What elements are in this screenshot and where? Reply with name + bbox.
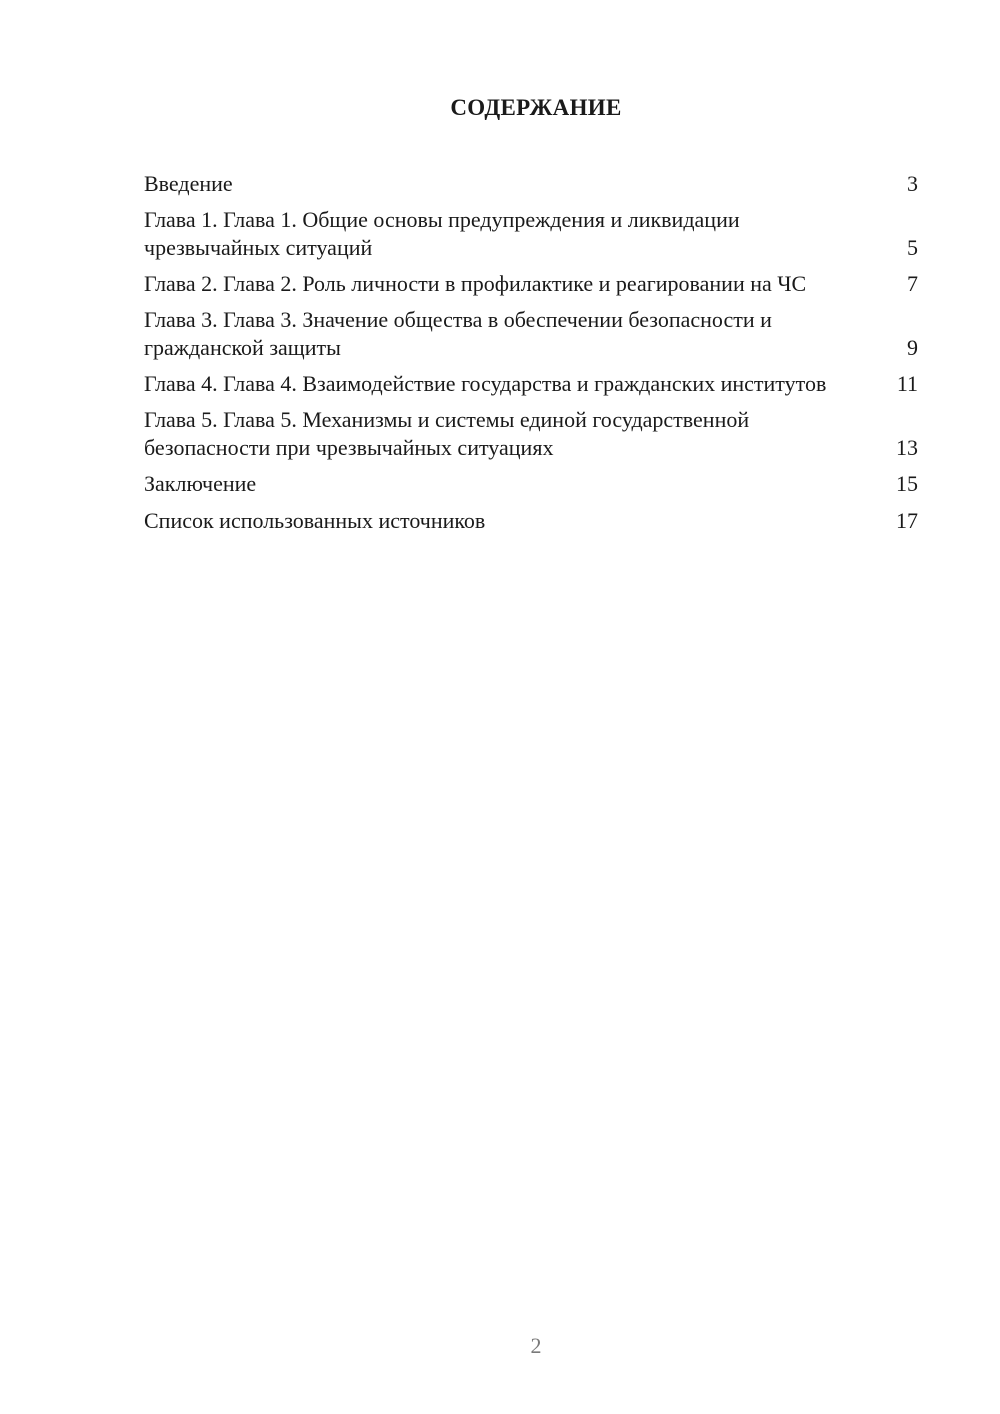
toc-entry-title: Список использованных источников (144, 508, 486, 533)
toc-entry-title: Глава 1. Глава 1. Общие основы предупреждения и ликвидации чрезвычайных ситуаций (144, 207, 740, 260)
toc-entry-page: 9 (907, 335, 918, 360)
toc-entry-chapter-3[interactable] (144, 306, 918, 362)
toc-entry-title: Глава 4. Глава 4. Взаимодействие государства и гражданских институтов (144, 371, 827, 396)
toc-entry-references[interactable] (144, 507, 918, 535)
toc-entry-title: Глава 5. Глава 5. Механизмы и системы единой государственной безопасности при чрезвычайных ситуациях (144, 407, 750, 460)
toc-entry-page: 11 (896, 371, 918, 396)
page-title: СОДЕРЖАНИЕ (450, 95, 622, 120)
toc-entry-chapter-2[interactable] (144, 270, 918, 298)
toc-entry-page: 5 (907, 235, 918, 260)
toc-entry-page: 15 (896, 471, 918, 496)
toc-entry-page: 7 (907, 271, 918, 296)
toc-entry-title: Заключение (144, 471, 257, 496)
toc-entry-page: 13 (896, 435, 918, 460)
toc-entry-introduction[interactable] (144, 170, 918, 198)
toc-entry-chapter-4[interactable] (144, 370, 918, 398)
toc-entry-page: 3 (907, 171, 918, 196)
toc-entry-chapter-1[interactable] (144, 206, 918, 262)
toc-entry-chapter-5[interactable] (144, 406, 918, 462)
page-number: 2 (530, 1333, 542, 1358)
toc-entry-conclusion[interactable] (144, 470, 918, 498)
toc-entry-title: Глава 2. Глава 2. Роль личности в профилактике и реагировании на ЧС (144, 271, 807, 296)
toc-entry-page: 17 (896, 508, 918, 533)
toc-entry-title: Глава 3. Глава 3. Значение общества в обеспечении безопасности и гражданской защиты (144, 307, 772, 360)
table-of-contents (144, 170, 918, 535)
toc-entry-title: Введение (144, 171, 233, 196)
